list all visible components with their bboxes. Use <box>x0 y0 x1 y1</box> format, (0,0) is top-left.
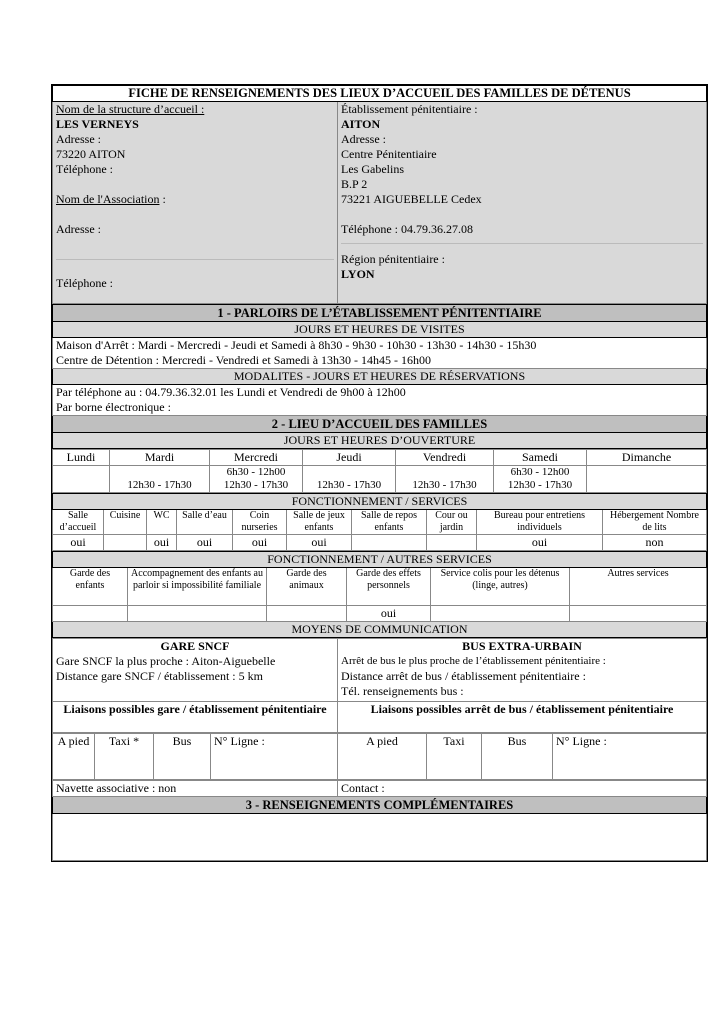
other-service-label: Garde des enfants <box>53 568 128 606</box>
service-value <box>427 535 477 551</box>
association-label: Nom de l'Association <box>56 192 160 206</box>
day-label: Mercredi <box>210 450 303 466</box>
reservation-line: Par téléphone au : 04.79.36.32.01 les Lundi et Vendredi de 9h00 à 12h00 <box>56 385 406 399</box>
header-table <box>52 85 707 304</box>
reservations-header: MODALITES - JOURS ET HEURES DE RÉSERVATIONS <box>53 369 707 385</box>
day-hours: 6h30 - 12h00 12h30 - 17h30 <box>210 466 303 493</box>
day-label: Dimanche <box>587 450 707 466</box>
gare-link-ligne: N° Ligne : <box>211 734 338 780</box>
etablissement-phone: Téléphone : 04.79.36.27.08 <box>341 222 473 236</box>
day-hours: 12h30 - 17h30 <box>303 466 396 493</box>
other-services-header: FONCTIONNEMENT / AUTRES SERVICES <box>53 552 707 568</box>
visit-line: Centre de Détention : Mercredi - Vendredi et Samedi à 13h30 - 14h45 - 16h00 <box>56 353 432 367</box>
structure-name: LES VERNEYS <box>56 117 139 131</box>
association-colon: : <box>159 192 166 206</box>
section1-title: 1 - PARLOIRS DE L’ÉTABLISSEMENT PÉNITENTIAIRE <box>53 305 707 322</box>
gare-distance: Distance gare SNCF / établissement : 5 km <box>56 669 263 683</box>
bus-link-bus: Bus <box>482 734 553 780</box>
section3-title: 3 - RENSEIGNEMENTS COMPLÉMENTAIRES <box>53 797 707 814</box>
hours-row <box>53 466 707 493</box>
day-hours <box>587 466 707 493</box>
day-label: Vendredi <box>396 450 494 466</box>
region-label: Région pénitentiaire : <box>341 252 445 266</box>
info-sheet <box>51 84 708 862</box>
footer-table <box>52 780 707 861</box>
service-value: oui <box>287 535 352 551</box>
bus-link-apied: A pied <box>338 734 427 780</box>
etablissement-name: AITON <box>341 117 381 131</box>
gare-cell <box>53 639 338 702</box>
links-row <box>53 734 707 780</box>
other-service-label: Accompagnement des enfants au parloir si impossibilité familiale <box>128 568 267 606</box>
other-services-labels-row <box>53 568 707 606</box>
service-value: oui <box>177 535 233 551</box>
visits-header: JOURS ET HEURES DE VISITES <box>53 322 707 338</box>
other-services-table <box>52 551 707 638</box>
service-label: Cuisine <box>104 510 147 535</box>
service-label: Coin nurseries <box>233 510 287 535</box>
section1-table <box>52 304 707 449</box>
gare-nearest: Gare SNCF la plus proche : Aiton-Aiguebelle <box>56 654 276 668</box>
other-service-value <box>267 606 347 622</box>
reservation-line: Par borne électronique : <box>56 400 171 414</box>
other-service-label: Garde des animaux <box>267 568 347 606</box>
gare-links-title: Liaisons possibles gare / établissement pénitentiaire <box>53 702 338 733</box>
visit-line: Maison d'Arrêt : Mardi - Mercredi - Jeudi et Samedi à 8h30 - 9h30 - 10h30 - 13h30 - 14h30 - 15h30 <box>56 338 537 352</box>
other-service-value <box>570 606 707 622</box>
other-service-value <box>128 606 267 622</box>
bus-links-title: Liaisons possibles arrêt de bus / établissement pénitentiaire <box>338 702 707 733</box>
opening-header: JOURS ET HEURES D’OUVERTURE <box>53 433 707 449</box>
bus-title: BUS EXTRA-URBAIN <box>462 639 582 653</box>
day-label: Mardi <box>110 450 210 466</box>
service-label: Hébergement Nombre de lits <box>603 510 707 535</box>
day-label: Samedi <box>494 450 587 466</box>
service-label: Salle d’eau <box>177 510 233 535</box>
service-label: WC <box>147 510 177 535</box>
other-service-label: Autres services <box>570 568 707 606</box>
services-values-row <box>53 535 707 551</box>
links-table <box>52 733 707 780</box>
bus-cell <box>338 639 707 702</box>
service-value <box>104 535 147 551</box>
gare-link-bus: Bus <box>154 734 211 780</box>
services-labels-row <box>53 510 707 535</box>
service-label: Salle de jeux enfants <box>287 510 352 535</box>
etablissement-address-line: B.P 2 <box>341 177 368 191</box>
day-hours: 6h30 - 12h00 12h30 - 17h30 <box>494 466 587 493</box>
association-phone-label: Téléphone : <box>56 276 113 290</box>
etablissement-address-line: 73221 AIGUEBELLE Cedex <box>341 192 482 206</box>
service-value: oui <box>147 535 177 551</box>
etablissement-label: Établissement pénitentiaire : <box>341 102 478 116</box>
gare-title: GARE SNCF <box>160 639 230 653</box>
bus-distance: Distance arrêt de bus / établissement pénitentiaire : <box>341 669 586 683</box>
other-service-label: Garde des effets personnels <box>347 568 431 606</box>
service-label: Salle d’accueil <box>53 510 104 535</box>
day-hours: 12h30 - 17h30 <box>396 466 494 493</box>
bus-tel: Tél. renseignements bus : <box>341 684 464 698</box>
service-value: oui <box>233 535 287 551</box>
gare-link-taxi: Taxi * <box>95 734 154 780</box>
opening-hours-table <box>52 449 707 493</box>
etablissement-address-line: Les Gabelins <box>341 162 404 176</box>
service-value: oui <box>53 535 104 551</box>
day-hours: 12h30 - 17h30 <box>110 466 210 493</box>
transport-table <box>52 638 707 733</box>
structure-address-label: Adresse : <box>56 132 101 146</box>
structure-address: 73220 AITON <box>56 147 126 161</box>
contact: Contact : <box>338 781 707 797</box>
gare-link-apied: A pied <box>53 734 95 780</box>
service-label: Cour ou jardin <box>427 510 477 535</box>
navette: Navette associative : non <box>53 781 338 797</box>
sheet-title: FICHE DE RENSEIGNEMENTS DES LIEUX D’ACCUEIL DES FAMILLES DE DÉTENUS <box>53 86 707 102</box>
services-header: FONCTIONNEMENT / SERVICES <box>53 494 707 510</box>
day-label: Jeudi <box>303 450 396 466</box>
etablissement-address-label: Adresse : <box>341 132 386 146</box>
structure-name-label: Nom de la structure d’accueil : <box>56 102 205 116</box>
service-label: Salle de repos enfants <box>352 510 427 535</box>
visits-cell <box>53 338 707 369</box>
day-hours <box>53 466 110 493</box>
association-label-line <box>56 192 334 207</box>
days-row <box>53 450 707 466</box>
etablissement-cell <box>338 102 707 304</box>
structure-cell <box>53 102 338 304</box>
other-service-value <box>53 606 128 622</box>
service-value <box>352 535 427 551</box>
structure-phone-label: Téléphone : <box>56 162 113 176</box>
bus-nearest: Arrêt de bus le plus proche de l’établissement pénitentiaire : <box>341 655 606 667</box>
services-table <box>52 493 707 551</box>
association-address-label: Adresse : <box>56 222 101 236</box>
other-service-value: oui <box>347 606 431 622</box>
region-name: LYON <box>341 267 375 281</box>
communication-header: MOYENS DE COMMUNICATION <box>53 622 707 638</box>
service-value: non <box>603 535 707 551</box>
other-services-values-row <box>53 606 707 622</box>
service-value: oui <box>477 535 603 551</box>
reservations-cell <box>53 385 707 416</box>
other-service-value <box>431 606 570 622</box>
day-label: Lundi <box>53 450 110 466</box>
bus-link-taxi: Taxi <box>427 734 482 780</box>
section2-title: 2 - LIEU D’ACCUEIL DES FAMILLES <box>53 416 707 433</box>
section3-content <box>53 814 707 861</box>
service-label: Bureau pour entretiens individuels <box>477 510 603 535</box>
other-service-label: Service colis pour les détenus (linge, autres) <box>431 568 570 606</box>
bus-link-ligne: N° Ligne : <box>553 734 707 780</box>
etablissement-address-line: Centre Pénitentiaire <box>341 147 437 161</box>
